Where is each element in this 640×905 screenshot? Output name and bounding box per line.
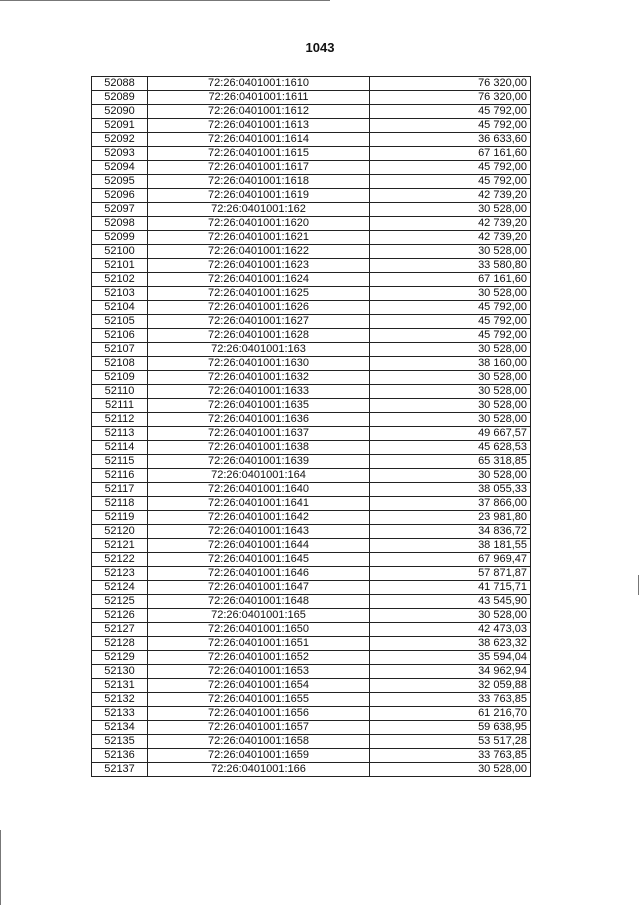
value-cell: 45 792,00 <box>370 119 531 133</box>
row-number-cell: 52128 <box>92 637 148 651</box>
table-row <box>92 203 531 217</box>
cadastral-number-cell: 72:26:0401001:1614 <box>148 133 370 147</box>
cadastral-number-cell: 72:26:0401001:166 <box>148 763 370 777</box>
table-row <box>92 315 531 329</box>
table-row <box>92 665 531 679</box>
table-row <box>92 735 531 749</box>
row-number-cell: 52132 <box>92 693 148 707</box>
value-cell: 65 318,85 <box>370 455 531 469</box>
value-cell: 45 792,00 <box>370 329 531 343</box>
table-row <box>92 525 531 539</box>
value-cell: 30 528,00 <box>370 469 531 483</box>
cadastral-number-cell: 72:26:0401001:1644 <box>148 539 370 553</box>
value-cell: 76 320,00 <box>370 77 531 91</box>
value-cell: 43 545,90 <box>370 595 531 609</box>
table-row <box>92 651 531 665</box>
cadastral-number-cell: 72:26:0401001:1640 <box>148 483 370 497</box>
value-cell: 30 528,00 <box>370 343 531 357</box>
cadastral-number-cell: 72:26:0401001:163 <box>148 343 370 357</box>
row-number-cell: 52114 <box>92 441 148 455</box>
value-cell: 37 866,00 <box>370 497 531 511</box>
value-cell: 34 836,72 <box>370 525 531 539</box>
table-row <box>92 217 531 231</box>
value-cell: 45 792,00 <box>370 315 531 329</box>
table-row <box>92 385 531 399</box>
row-number-cell: 52127 <box>92 623 148 637</box>
cadastral-number-cell: 72:26:0401001:1647 <box>148 581 370 595</box>
value-cell: 41 715,71 <box>370 581 531 595</box>
row-number-cell: 52117 <box>92 483 148 497</box>
row-number-cell: 52091 <box>92 119 148 133</box>
table-row <box>92 441 531 455</box>
cadastral-number-cell: 72:26:0401001:1645 <box>148 553 370 567</box>
row-number-cell: 52137 <box>92 763 148 777</box>
value-cell: 38 160,00 <box>370 357 531 371</box>
row-number-cell: 52093 <box>92 147 148 161</box>
table-row <box>92 259 531 273</box>
table-row <box>92 77 531 91</box>
cadastral-registry-table <box>91 76 531 777</box>
table-row <box>92 637 531 651</box>
row-number-cell: 52101 <box>92 259 148 273</box>
value-cell: 30 528,00 <box>370 609 531 623</box>
value-cell: 61 216,70 <box>370 707 531 721</box>
cadastral-number-cell: 72:26:0401001:1658 <box>148 735 370 749</box>
cadastral-number-cell: 72:26:0401001:1652 <box>148 651 370 665</box>
value-cell: 30 528,00 <box>370 371 531 385</box>
table-row <box>92 119 531 133</box>
cadastral-number-cell: 72:26:0401001:1617 <box>148 161 370 175</box>
table-row <box>92 581 531 595</box>
row-number-cell: 52134 <box>92 721 148 735</box>
cadastral-number-cell: 72:26:0401001:1653 <box>148 665 370 679</box>
cadastral-number-cell: 72:26:0401001:1657 <box>148 721 370 735</box>
row-number-cell: 52124 <box>92 581 148 595</box>
cadastral-number-cell: 72:26:0401001:1656 <box>148 707 370 721</box>
cadastral-number-cell: 72:26:0401001:1611 <box>148 91 370 105</box>
cadastral-number-cell: 72:26:0401001:1659 <box>148 749 370 763</box>
value-cell: 30 528,00 <box>370 399 531 413</box>
table-row <box>92 539 531 553</box>
row-number-cell: 52136 <box>92 749 148 763</box>
value-cell: 38 181,55 <box>370 539 531 553</box>
row-number-cell: 52131 <box>92 679 148 693</box>
value-cell: 33 763,85 <box>370 749 531 763</box>
row-number-cell: 52120 <box>92 525 148 539</box>
value-cell: 42 739,20 <box>370 189 531 203</box>
scan-edge-line-top <box>0 0 330 1</box>
cadastral-number-cell: 72:26:0401001:1637 <box>148 427 370 441</box>
value-cell: 30 528,00 <box>370 413 531 427</box>
cadastral-number-cell: 72:26:0401001:1627 <box>148 315 370 329</box>
table-row <box>92 413 531 427</box>
cadastral-number-cell: 72:26:0401001:1643 <box>148 525 370 539</box>
cadastral-number-cell: 72:26:0401001:1630 <box>148 357 370 371</box>
table-row <box>92 693 531 707</box>
value-cell: 30 528,00 <box>370 203 531 217</box>
table-row <box>92 231 531 245</box>
row-number-cell: 52095 <box>92 175 148 189</box>
value-cell: 45 628,53 <box>370 441 531 455</box>
cadastral-number-cell: 72:26:0401001:1636 <box>148 413 370 427</box>
row-number-cell: 52088 <box>92 77 148 91</box>
table-row <box>92 469 531 483</box>
row-number-cell: 52122 <box>92 553 148 567</box>
cadastral-number-cell: 72:26:0401001:165 <box>148 609 370 623</box>
table-row <box>92 749 531 763</box>
value-cell: 33 763,85 <box>370 693 531 707</box>
row-number-cell: 52100 <box>92 245 148 259</box>
table-row <box>92 567 531 581</box>
cadastral-number-cell: 72:26:0401001:1654 <box>148 679 370 693</box>
cadastral-number-cell: 72:26:0401001:1648 <box>148 595 370 609</box>
value-cell: 67 969,47 <box>370 553 531 567</box>
row-number-cell: 52111 <box>92 399 148 413</box>
table-body <box>92 77 531 777</box>
row-number-cell: 52123 <box>92 567 148 581</box>
row-number-cell: 52105 <box>92 315 148 329</box>
table-row <box>92 553 531 567</box>
table-row <box>92 273 531 287</box>
cadastral-number-cell: 72:26:0401001:1612 <box>148 105 370 119</box>
row-number-cell: 52119 <box>92 511 148 525</box>
table-row <box>92 511 531 525</box>
value-cell: 42 739,20 <box>370 217 531 231</box>
row-number-cell: 52118 <box>92 497 148 511</box>
table-row <box>92 497 531 511</box>
row-number-cell: 52098 <box>92 217 148 231</box>
cadastral-number-cell: 72:26:0401001:164 <box>148 469 370 483</box>
value-cell: 59 638,95 <box>370 721 531 735</box>
value-cell: 67 161,60 <box>370 147 531 161</box>
value-cell: 30 528,00 <box>370 245 531 259</box>
cadastral-number-cell: 72:26:0401001:1633 <box>148 385 370 399</box>
table-row <box>92 245 531 259</box>
row-number-cell: 52115 <box>92 455 148 469</box>
cadastral-number-cell: 72:26:0401001:1638 <box>148 441 370 455</box>
value-cell: 45 792,00 <box>370 301 531 315</box>
row-number-cell: 52113 <box>92 427 148 441</box>
value-cell: 45 792,00 <box>370 105 531 119</box>
table-row <box>92 427 531 441</box>
row-number-cell: 52110 <box>92 385 148 399</box>
row-number-cell: 52099 <box>92 231 148 245</box>
cadastral-number-cell: 72:26:0401001:1619 <box>148 189 370 203</box>
row-number-cell: 52125 <box>92 595 148 609</box>
value-cell: 38 055,33 <box>370 483 531 497</box>
row-number-cell: 52103 <box>92 287 148 301</box>
cadastral-number-cell: 72:26:0401001:1621 <box>148 231 370 245</box>
cadastral-number-cell: 72:26:0401001:1641 <box>148 497 370 511</box>
cadastral-number-cell: 72:26:0401001:1639 <box>148 455 370 469</box>
row-number-cell: 52116 <box>92 469 148 483</box>
table-row <box>92 175 531 189</box>
cadastral-number-cell: 72:26:0401001:1632 <box>148 371 370 385</box>
cadastral-number-cell: 72:26:0401001:1620 <box>148 217 370 231</box>
table-row <box>92 707 531 721</box>
cadastral-number-cell: 72:26:0401001:1623 <box>148 259 370 273</box>
value-cell: 30 528,00 <box>370 287 531 301</box>
row-number-cell: 52126 <box>92 609 148 623</box>
table-row <box>92 609 531 623</box>
table-row <box>92 133 531 147</box>
row-number-cell: 52129 <box>92 651 148 665</box>
cadastral-number-cell: 72:26:0401001:1624 <box>148 273 370 287</box>
value-cell: 67 161,60 <box>370 273 531 287</box>
value-cell: 45 792,00 <box>370 161 531 175</box>
value-cell: 57 871,87 <box>370 567 531 581</box>
row-number-cell: 52097 <box>92 203 148 217</box>
value-cell: 53 517,28 <box>370 735 531 749</box>
cadastral-number-cell: 72:26:0401001:1618 <box>148 175 370 189</box>
row-number-cell: 52109 <box>92 371 148 385</box>
row-number-cell: 52112 <box>92 413 148 427</box>
row-number-cell: 52106 <box>92 329 148 343</box>
cadastral-number-cell: 72:26:0401001:1635 <box>148 399 370 413</box>
value-cell: 30 528,00 <box>370 385 531 399</box>
table-row <box>92 287 531 301</box>
table-row <box>92 105 531 119</box>
cadastral-number-cell: 72:26:0401001:1626 <box>148 301 370 315</box>
row-number-cell: 52096 <box>92 189 148 203</box>
table-row <box>92 399 531 413</box>
page-number: 1043 <box>305 40 335 55</box>
value-cell: 32 059,88 <box>370 679 531 693</box>
table-row <box>92 357 531 371</box>
row-number-cell: 52092 <box>92 133 148 147</box>
row-number-cell: 52107 <box>92 343 148 357</box>
table-row <box>92 189 531 203</box>
value-cell: 33 580,80 <box>370 259 531 273</box>
cadastral-number-cell: 72:26:0401001:1610 <box>148 77 370 91</box>
table-row <box>92 329 531 343</box>
table-row <box>92 343 531 357</box>
value-cell: 42 739,20 <box>370 231 531 245</box>
row-number-cell: 52089 <box>92 91 148 105</box>
table-row <box>92 483 531 497</box>
cadastral-number-cell: 72:26:0401001:1642 <box>148 511 370 525</box>
row-number-cell: 52108 <box>92 357 148 371</box>
value-cell: 35 594,04 <box>370 651 531 665</box>
table-row <box>92 679 531 693</box>
cadastral-number-cell: 72:26:0401001:1651 <box>148 637 370 651</box>
scan-edge-line-right <box>638 575 639 595</box>
cadastral-number-cell: 72:26:0401001:162 <box>148 203 370 217</box>
value-cell: 42 473,03 <box>370 623 531 637</box>
row-number-cell: 52121 <box>92 539 148 553</box>
table-row <box>92 623 531 637</box>
value-cell: 23 981,80 <box>370 511 531 525</box>
scan-edge-line-left <box>0 830 1 905</box>
row-number-cell: 52094 <box>92 161 148 175</box>
cadastral-number-cell: 72:26:0401001:1646 <box>148 567 370 581</box>
table-row <box>92 161 531 175</box>
table-row <box>92 455 531 469</box>
table-row <box>92 763 531 777</box>
value-cell: 34 962,94 <box>370 665 531 679</box>
table-row <box>92 595 531 609</box>
table-row <box>92 91 531 105</box>
value-cell: 45 792,00 <box>370 175 531 189</box>
table-row <box>92 147 531 161</box>
cadastral-number-cell: 72:26:0401001:1628 <box>148 329 370 343</box>
cadastral-number-cell: 72:26:0401001:1622 <box>148 245 370 259</box>
row-number-cell: 52133 <box>92 707 148 721</box>
cadastral-number-cell: 72:26:0401001:1625 <box>148 287 370 301</box>
table-row <box>92 371 531 385</box>
cadastral-number-cell: 72:26:0401001:1613 <box>148 119 370 133</box>
value-cell: 36 633,60 <box>370 133 531 147</box>
row-number-cell: 52090 <box>92 105 148 119</box>
value-cell: 38 623,32 <box>370 637 531 651</box>
row-number-cell: 52130 <box>92 665 148 679</box>
table-row <box>92 721 531 735</box>
value-cell: 49 667,57 <box>370 427 531 441</box>
value-cell: 30 528,00 <box>370 763 531 777</box>
table-row <box>92 301 531 315</box>
row-number-cell: 52104 <box>92 301 148 315</box>
cadastral-number-cell: 72:26:0401001:1615 <box>148 147 370 161</box>
value-cell: 76 320,00 <box>370 91 531 105</box>
row-number-cell: 52102 <box>92 273 148 287</box>
cadastral-number-cell: 72:26:0401001:1655 <box>148 693 370 707</box>
row-number-cell: 52135 <box>92 735 148 749</box>
cadastral-number-cell: 72:26:0401001:1650 <box>148 623 370 637</box>
